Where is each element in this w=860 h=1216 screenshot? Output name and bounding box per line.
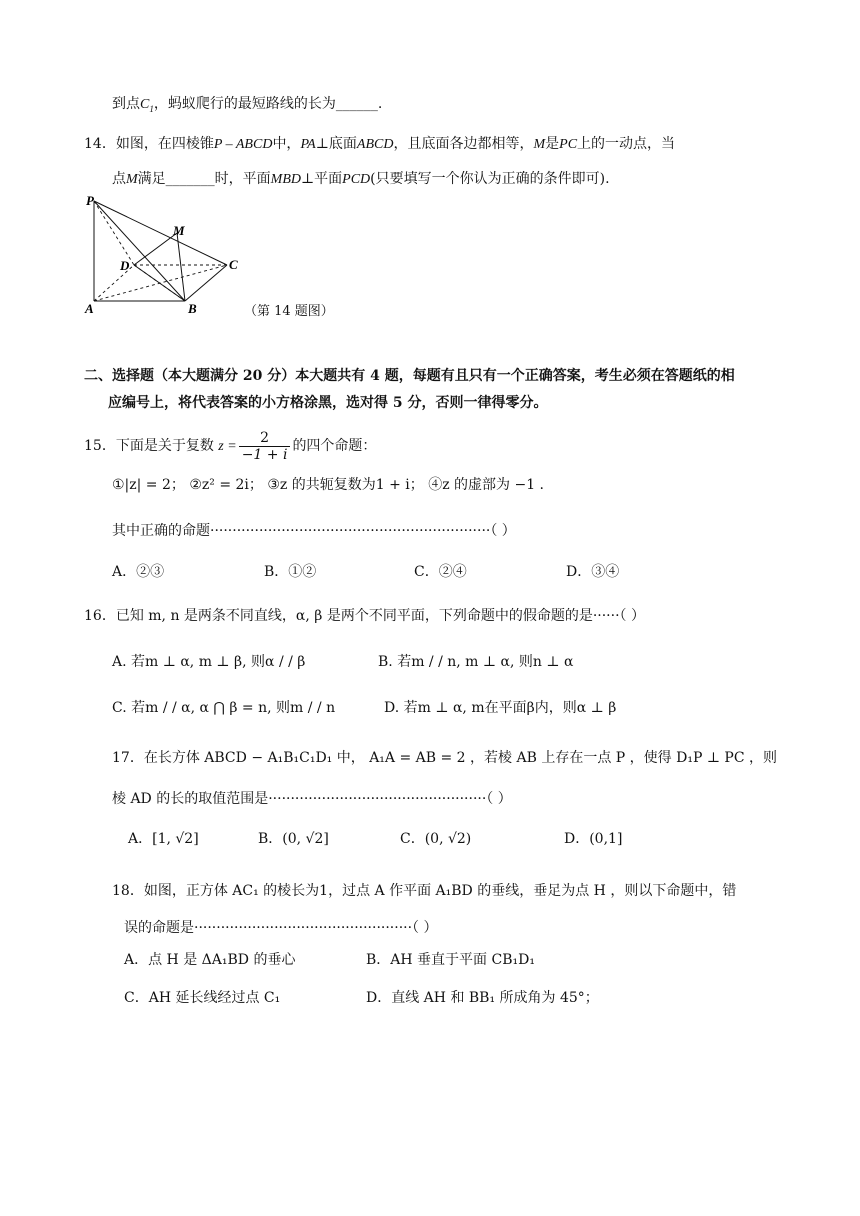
q14-line2: 点M满足_______时，平面MBD⊥平面PCD(只要填写一个你认为正确的条件即可). — [112, 171, 610, 187]
label-c: C — [229, 257, 238, 272]
point-c1: $C_1$ — [140, 97, 154, 114]
q18-option-a: A．点 H 是 ΔA₁BD 的垂心 — [124, 952, 296, 968]
q16-stem: 16．已知 m, n 是两条不同直线，α, β 是两个不同平面，下列命题中的假命题的是······（ ） — [84, 608, 645, 624]
section-2-heading-cont: 应编号上，将代表答案的小方格涂黑，选对得 5 分，否则一律得零分。 — [108, 395, 548, 411]
q16-option-b: B. 若m / / n, m ⊥ α, 则n ⊥ α — [378, 654, 574, 670]
q15-propositions: ①|z| = 2； ②z² = 2i； ③z 的共轭复数为1 + i； ④z 的虚部为 −1 . — [112, 477, 545, 493]
label-a: A — [85, 301, 94, 316]
q15-option-a: A．②③ — [112, 564, 165, 580]
pyramid-figure — [82, 193, 252, 318]
q16-option-a: A. 若m ⊥ α, m ⊥ β, 则α / / β — [112, 654, 306, 670]
q15-option-b: B．①② — [264, 564, 317, 580]
q17-option-d: D．(0,1] — [564, 831, 623, 847]
q15-question: 其中正确的命题·······························································（ ） — [112, 523, 516, 539]
q17-stem-line2: 棱 AD 的长的取值范围是·················································（ ） — [112, 791, 512, 807]
q14-line1: 14．如图，在四棱锥P – ABCD中，PA⊥底面ABCD，且底面各边都相等，M是PC上的一动点，当 — [84, 136, 676, 152]
q16-option-c: C. 若m / / α, α ⋂ β = n, 则m / / n — [112, 700, 336, 716]
label-d: D — [120, 258, 130, 273]
q15-option-c: C．②④ — [414, 564, 467, 580]
q17-option-b: B．(0, √2] — [258, 831, 329, 847]
q15-option-d: D．③④ — [566, 564, 620, 580]
label-m: M — [173, 223, 185, 238]
q18-option-c: C．AH 延长线经过点 C₁ — [124, 990, 281, 1006]
q15-stem: 15．下面是关于复数 z = $\frac{2}{-1 + i}$ 的四个命题： — [84, 429, 377, 463]
label-b: B — [188, 301, 197, 316]
q18-option-b: B．AH 垂直于平面 CB₁D₁ — [366, 952, 535, 968]
q17-option-a: A．[1, √2] — [128, 831, 199, 847]
q18-stem-line2: 误的命题是·················································（ ） — [124, 920, 438, 936]
q16-option-d: D. 若m ⊥ α, m在平面β内，则α ⊥ β — [384, 700, 617, 716]
q17-option-c: C．(0, √2) — [400, 831, 472, 847]
q18-option-d: D．直线 AH 和 BB₁ 所成角为 45°； — [366, 990, 599, 1006]
q18-stem-line1: 18．如图，正方体 AC₁ 的棱长为1，过点 A 作平面 A₁BD 的垂线，垂足为点 H ，则以下命题中，错 — [112, 883, 737, 899]
q17-stem-line1: 17．在长方体 ABCD − A₁B₁C₁D₁ 中， A₁A = AB = 2 ，若棱 AB 上存在一点 P ，使得 D₁P ⊥ PC ，则 — [112, 750, 778, 766]
section-2-heading: 二、选择题（本大题满分 20 分）本大题共有 4 题，每题有且只有一个正确答案，考生必须在答题纸的相 — [84, 368, 735, 384]
fraction: $\frac{2}{-1 + i}$ — [239, 430, 291, 463]
q13-tail-line: 到点$C_1$，蚂蚁爬行的最短路线的长为______. — [112, 96, 383, 114]
figure-caption: （第 14 题图） — [244, 304, 334, 319]
label-p: P — [86, 193, 94, 208]
